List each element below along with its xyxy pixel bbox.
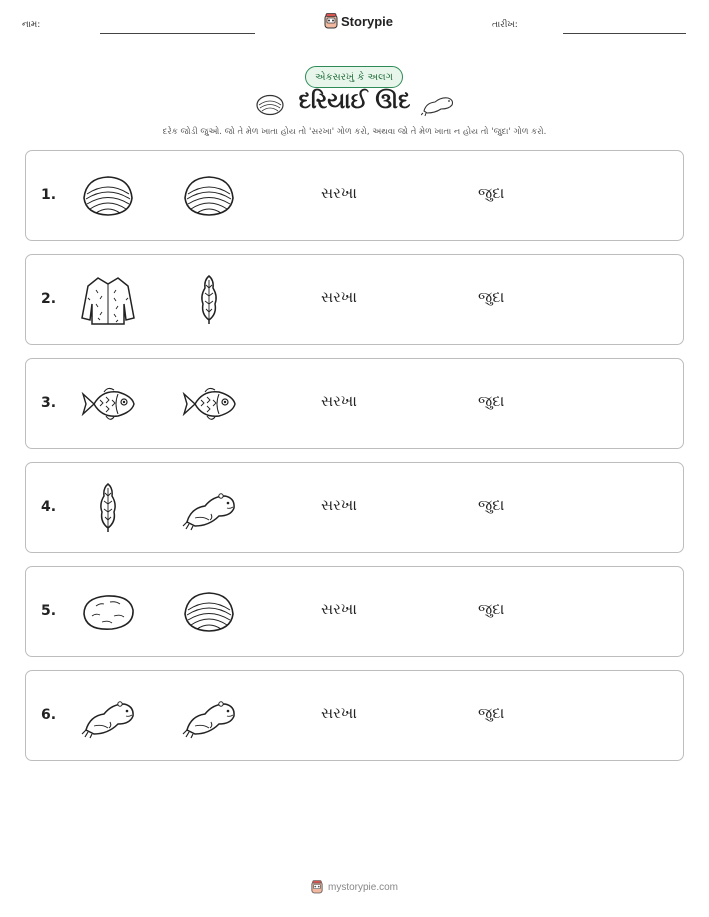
- same-option[interactable]: સરખા: [321, 496, 357, 514]
- storypie-mascot-icon: [311, 880, 323, 894]
- question-number: 6.: [41, 707, 57, 723]
- sea-otter-icon: [181, 690, 237, 742]
- question-row: [25, 150, 684, 241]
- date-line[interactable]: [563, 33, 686, 34]
- fur-coat-icon: [80, 274, 136, 326]
- kelp-icon: [181, 274, 237, 326]
- clam-icon: [80, 170, 136, 222]
- brand-logo: [324, 13, 393, 29]
- question-row: [25, 670, 684, 761]
- page-title: દરિયાઈ ઊદ: [298, 89, 411, 114]
- different-option[interactable]: જુદા: [478, 288, 505, 306]
- same-option[interactable]: સરખા: [321, 184, 357, 202]
- different-option[interactable]: જુદા: [478, 496, 505, 514]
- brand-name: Storypie: [341, 13, 394, 29]
- different-option[interactable]: જુદા: [478, 184, 505, 202]
- question-number: 5.: [41, 603, 57, 619]
- question-row: [25, 254, 684, 345]
- question-number: 2.: [41, 291, 57, 307]
- instructions: દરેક જોડી જુઓ. જો તે મેળ ખાતા હોય તો 'સરખા' ગોળ કરો, અથવા જો તે મેળ ખાતા ન હોય તો 'જુદા' ગોળ કરો.: [162, 127, 547, 137]
- same-option[interactable]: સરખા: [321, 704, 357, 722]
- different-option[interactable]: જુદા: [478, 704, 505, 722]
- sea-otter-icon: [181, 482, 237, 534]
- question-number: 3.: [41, 395, 57, 411]
- question-row: [25, 358, 684, 449]
- sea-otter-icon: [421, 91, 455, 117]
- worksheet-type-badge: એકસરખું કે અલગ: [305, 66, 403, 88]
- question-row: [25, 462, 684, 553]
- footer: [0, 880, 709, 894]
- sea-otter-icon: [80, 690, 136, 742]
- name-line[interactable]: [100, 33, 255, 34]
- fish-icon: [181, 378, 237, 430]
- footer-url: mystorypie.com: [327, 881, 398, 893]
- clam-icon: [181, 586, 237, 638]
- storypie-mascot-icon: [324, 13, 338, 29]
- kelp-icon: [80, 482, 136, 534]
- question-row: [25, 566, 684, 657]
- different-option[interactable]: જુદા: [478, 392, 505, 410]
- clam-icon: [181, 170, 237, 222]
- fish-icon: [80, 378, 136, 430]
- same-option[interactable]: સરખા: [321, 600, 357, 618]
- date-label: તારીખ:: [492, 20, 518, 30]
- same-option[interactable]: સરખા: [321, 288, 357, 306]
- name-label: નામ:: [22, 20, 41, 30]
- question-number: 4.: [41, 499, 57, 515]
- same-option[interactable]: સરખા: [321, 392, 357, 410]
- rock-icon: [80, 586, 136, 638]
- question-number: 1.: [41, 187, 57, 203]
- different-option[interactable]: જુદા: [478, 600, 505, 618]
